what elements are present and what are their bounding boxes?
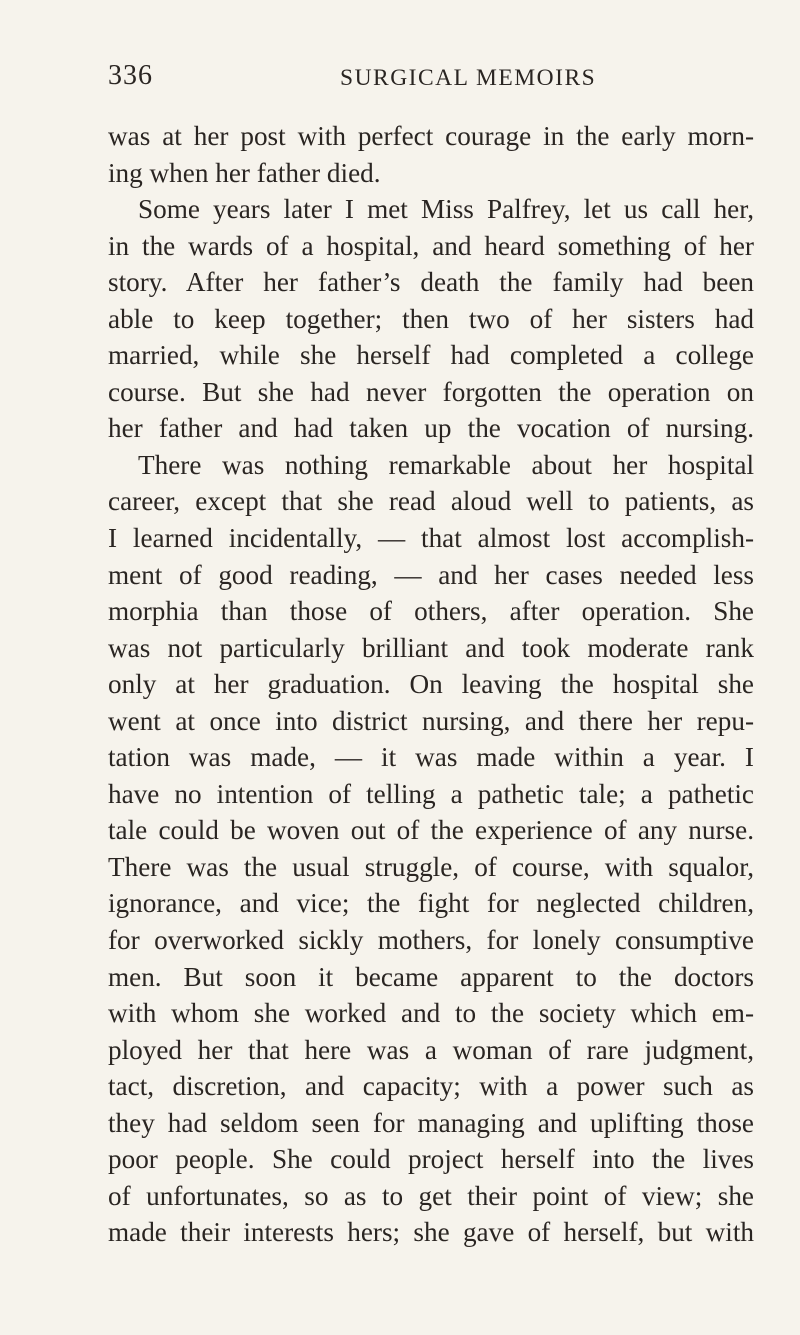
text-line: went at once into district nursing, and there her repu-: [108, 705, 754, 736]
text-line: poor people. She could project herself into the lives: [108, 1144, 754, 1175]
text-line: tact, discretion, and capacity; with a power such as: [108, 1071, 754, 1102]
text-line: There was nothing remarkable about her hospital: [138, 449, 754, 480]
text-line: able to keep together; then two of her sisters had: [108, 303, 754, 334]
running-head: [108, 60, 754, 92]
text-line: her father and had taken up the vocation of nursing.: [108, 413, 754, 444]
text-line: Some years later I met Miss Palfrey, let us call her,: [138, 194, 754, 225]
text-line: story. After her father’s death the family had been: [108, 267, 754, 298]
text-line: tale could be woven out of the experience of any nurse.: [108, 815, 754, 846]
page-number: 336: [108, 60, 153, 91]
text-line: made their interests hers; she gave of herself, but with: [108, 1217, 754, 1248]
text-line: career, except that she read aloud well to patients, as: [108, 486, 754, 517]
text-line: There was the usual struggle, of course, with squalor,: [108, 851, 754, 882]
running-title: SURGICAL MEMOIRS: [340, 65, 597, 91]
text-line: they had seldom seen for managing and uplifting those: [108, 1107, 754, 1138]
text-line: course. But she had never forgotten the operation on: [108, 376, 754, 407]
text-line: I learned incidentally, — that almost lost accomplish-: [108, 523, 754, 554]
text-line: ing when her father died.: [108, 157, 381, 188]
text-line: tation was made, — it was made within a year. I: [108, 742, 754, 773]
text-line: ment of good reading, — and her cases needed less: [108, 559, 754, 590]
text-line: ignorance, and vice; the fight for neglected children,: [108, 888, 754, 919]
text-line: for overworked sickly mothers, for lonely consumptive: [108, 925, 754, 956]
text-line: morphia than those of others, after operation. She: [108, 596, 754, 627]
text-line: ployed her that here was a woman of rare judgment,: [108, 1034, 754, 1065]
text-line: of unfortunates, so as to get their point of view; she: [108, 1180, 754, 1211]
text-line: with whom she worked and to the society which em-: [108, 998, 754, 1029]
text-line: have no intention of telling a pathetic tale; a pathetic: [108, 778, 754, 809]
text-line: men. But soon it became apparent to the doctors: [108, 961, 754, 992]
text-line: was not particularly brilliant and took moderate rank: [108, 632, 754, 663]
text-line: only at her graduation. On leaving the hospital she: [108, 669, 754, 700]
text-line: married, while she herself had completed a college: [108, 340, 754, 371]
body-text: [108, 118, 754, 1251]
text-line: in the wards of a hospital, and heard something of her: [108, 230, 754, 261]
text-line: was at her post with perfect courage in the early morn-: [108, 121, 754, 151]
